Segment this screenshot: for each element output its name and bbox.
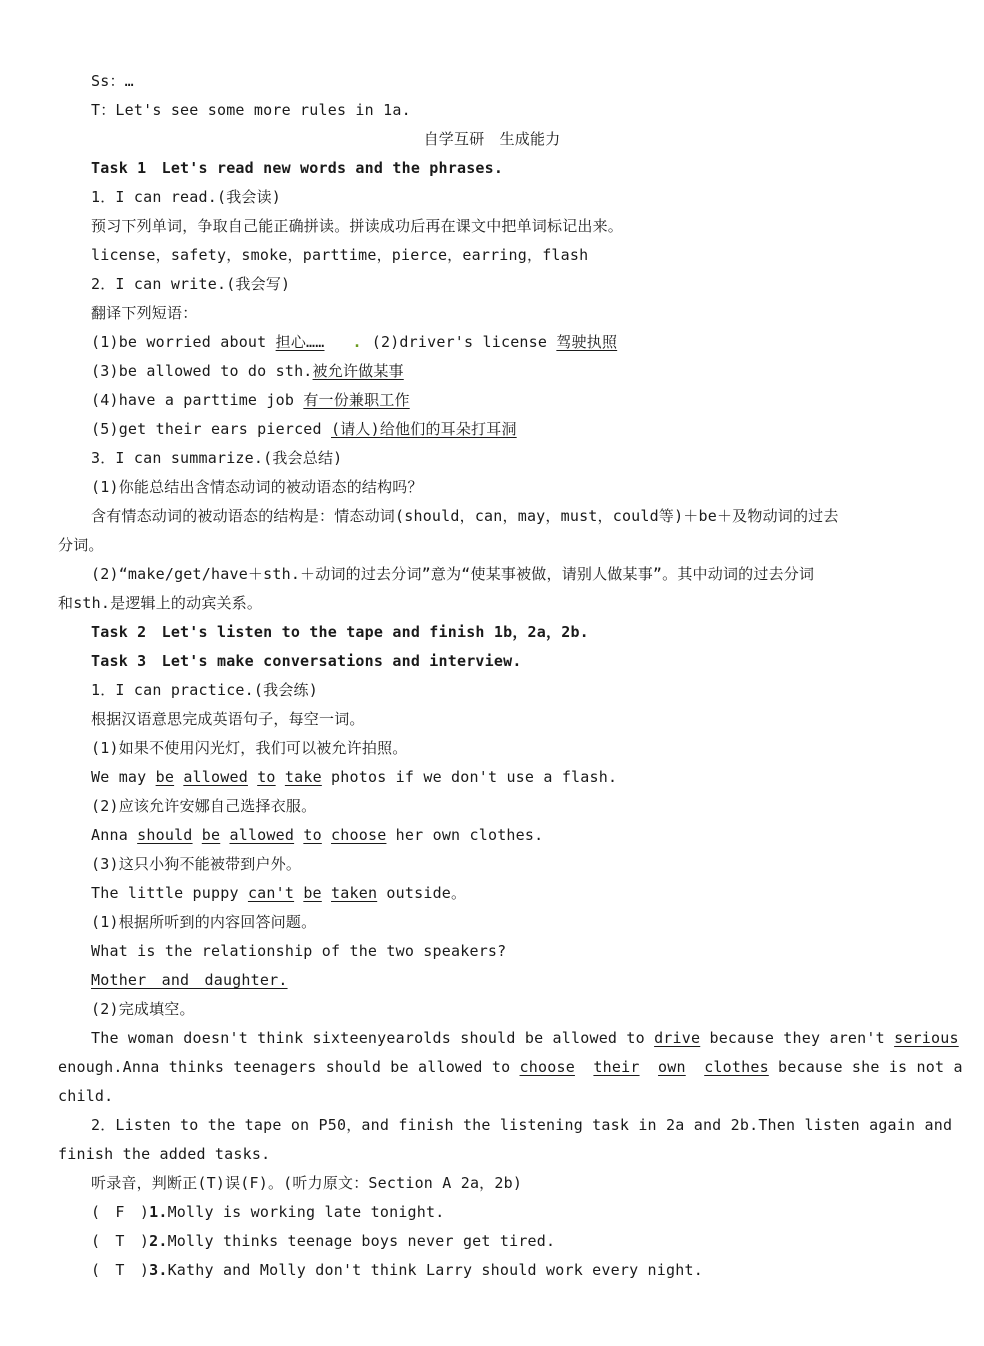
read-instruction: 预习下列单词，争取自己能正确拼读。拼读成功后再在课文中把单词标记出来。 [91, 217, 624, 235]
sentence-1-prefix: We may [91, 768, 156, 786]
fill-blank-answer-serious: serious [894, 1029, 959, 1047]
listening-answer-1 [91, 966, 893, 995]
sentence-2-suffix: her own clothes. [386, 826, 544, 844]
fill-blank-heading: (2)完成填空。 [91, 1000, 195, 1018]
true-false-number: 2. [149, 1232, 168, 1250]
fill-blank-text-3: enough.Anna thinks teenagers should be allowed to [58, 1058, 520, 1076]
summary-point-2-line-2: 和sth.是逻辑上的动宾关系。 [58, 594, 263, 612]
true-false-statement: Kathy and Molly don't think Larry should work every night. [167, 1261, 703, 1279]
sentence-3-blank-2: be [303, 884, 322, 902]
phrase-2-answer: 驾驶执照 [556, 333, 618, 351]
true-false-item [91, 1256, 893, 1285]
true-false-statement: Molly thinks teenage boys never get tired. [167, 1232, 556, 1250]
phrase-row-3 [91, 357, 893, 386]
teacher-line: T：Let's see some more rules in 1a. [91, 101, 411, 119]
task3-title: Task 3 Let's make conversations and interview. [91, 652, 522, 670]
phrase-row-1-2 [91, 328, 893, 357]
sentence-3-blank-3: taken [331, 884, 378, 902]
practice-instruction: 根据汉语意思完成英语句子，每空一词。 [91, 710, 365, 728]
listening-answer-1-text: Mother and daughter. [91, 971, 288, 989]
sentence-3-blank-1: can't [247, 884, 295, 902]
phrase-row-4 [91, 386, 893, 415]
true-false-answer: ( T ) [91, 1261, 150, 1279]
phrase-1-answer: 担心…… [275, 333, 325, 351]
task1-title: Task 1 Let's read new words and the phrases. [91, 159, 504, 177]
summary-point-2-line-1: (2)“make/get/have＋sth.＋动词的过去分词”意为“使某事被做，请别人做某事”。其中动词的过去分词 [91, 565, 815, 583]
listen-heading-line-2: finish the added tasks. [58, 1145, 271, 1163]
fill-blank-answer-own: own [658, 1058, 686, 1076]
listening-question-1-english: What is the relationship of the two speakers? [91, 942, 507, 960]
phrase-3-text: (3)be allowed to do sth. [91, 362, 313, 380]
sentence-3-chinese: (3)这只小狗不能被带到户外。 [91, 855, 302, 873]
summary-answer-1-line-1: 含有情态动词的被动语态的结构是：情态动词(should，can，may，must，could等)＋be＋及物动词的过去 [91, 507, 839, 525]
phrase-1-text-a: (1)be worr [91, 333, 184, 351]
sentence-2-chinese: (2)应该允许安娜自己选择衣服。 [91, 797, 317, 815]
sentence-1-chinese: (1)如果不使用闪光灯，我们可以被允许拍照。 [91, 739, 408, 757]
sentence-2-blank-2: be [201, 826, 221, 844]
fill-blank-answer-drive: drive [654, 1029, 701, 1047]
can-summarize-heading: 3．I can summarize.(我会总结) [91, 449, 343, 467]
true-false-item [91, 1198, 893, 1227]
sentence-1-blank-2: allowed [183, 768, 248, 786]
phrase-4-answer: 有一份兼职工作 [303, 391, 410, 409]
fill-blank-text-1: The woman doesn't think sixteenyearolds should be allowed to [91, 1029, 655, 1047]
true-false-instruction: 听录音，判断正(T)误(F)。(听力原文：Section A 2a，2b) [91, 1174, 523, 1192]
fill-blank-answer-choose: choose [519, 1058, 575, 1076]
phrase-4-text: (4)have a parttime job [91, 391, 304, 409]
sentence-1-english [91, 763, 893, 792]
phrase-3-answer: 被允许做某事 [312, 362, 404, 380]
true-false-answer: ( T ) [91, 1232, 150, 1250]
phrase-5-text: (5)get their ears pierced [91, 420, 331, 438]
sentence-2-prefix: Anna [91, 826, 138, 844]
speaker-ss-line: Ss：… [91, 72, 134, 90]
sentence-2-blank-5: choose [331, 826, 387, 844]
sentence-1-blank-4: take [284, 768, 322, 786]
sentence-3-prefix: The little puppy [91, 884, 248, 902]
section-title: 自学互研 生成能力 [423, 130, 561, 148]
can-practice-heading: 1．I can practice.(我会练) [91, 681, 318, 699]
sentence-1-suffix: photos if we don't use a flash. [321, 768, 618, 786]
sentence-2-english [91, 821, 893, 850]
phrase-1-text-b: ied about [183, 333, 276, 351]
true-false-number: 3. [149, 1261, 168, 1279]
listen-heading-line-1: 2．Listen to the tape on P50，and finish the listening task in 2a and 2b.Then listen again and [91, 1116, 953, 1134]
sentence-2-blank-1: should [137, 826, 193, 844]
translate-instruction: 翻译下列短语： [91, 304, 198, 322]
task2-title: Task 2 Let's listen to the tape and finish 1b，2a，2b. [91, 623, 589, 641]
fill-blank-answer-clothes: clothes [704, 1058, 769, 1076]
can-write-heading: 2．I can write.(我会写) [91, 275, 291, 293]
phrase-2-text: (2)driver's license [371, 333, 557, 351]
vocab-word-list: license，safety，smoke，parttime，pierce，earring，flash [91, 246, 589, 264]
true-false-number: 1. [149, 1203, 168, 1221]
fill-blank-paragraph-line-3: child. [58, 1087, 114, 1105]
summary-question-1: (1)你能总结出含情态动词的被动语态的结构吗？ [91, 478, 423, 496]
sentence-1-blank-3: to [257, 768, 276, 786]
fill-blank-answer-their: their [593, 1058, 640, 1076]
fill-blank-paragraph-line-2 [58, 1053, 963, 1082]
sentence-3-english [91, 879, 893, 908]
sentence-1-blank-1: be [155, 768, 175, 786]
sentence-3-suffix: outside。 [377, 884, 467, 902]
sentence-2-blank-3: allowed [229, 826, 295, 844]
true-false-answer: ( F ) [91, 1203, 150, 1221]
sentence-2-blank-4: to [303, 826, 322, 844]
true-false-statement: Molly is working late tonight. [167, 1203, 445, 1221]
phrase-1-mark: . [352, 333, 362, 351]
phrase-row-5 [91, 415, 893, 444]
true-false-item [91, 1227, 893, 1256]
fill-blank-text-2: because they aren't [700, 1029, 895, 1047]
summary-answer-1-line-2: 分词。 [58, 536, 104, 554]
listening-question-1: (1)根据所听到的内容回答问题。 [91, 913, 317, 931]
fill-blank-text-4: because she is not a [768, 1058, 963, 1076]
fill-blank-paragraph-line-1 [91, 1024, 959, 1053]
can-read-heading: 1．I can read.(我会读) [91, 188, 282, 206]
phrase-5-answer: (请人)给他们的耳朵打耳洞 [331, 420, 517, 438]
